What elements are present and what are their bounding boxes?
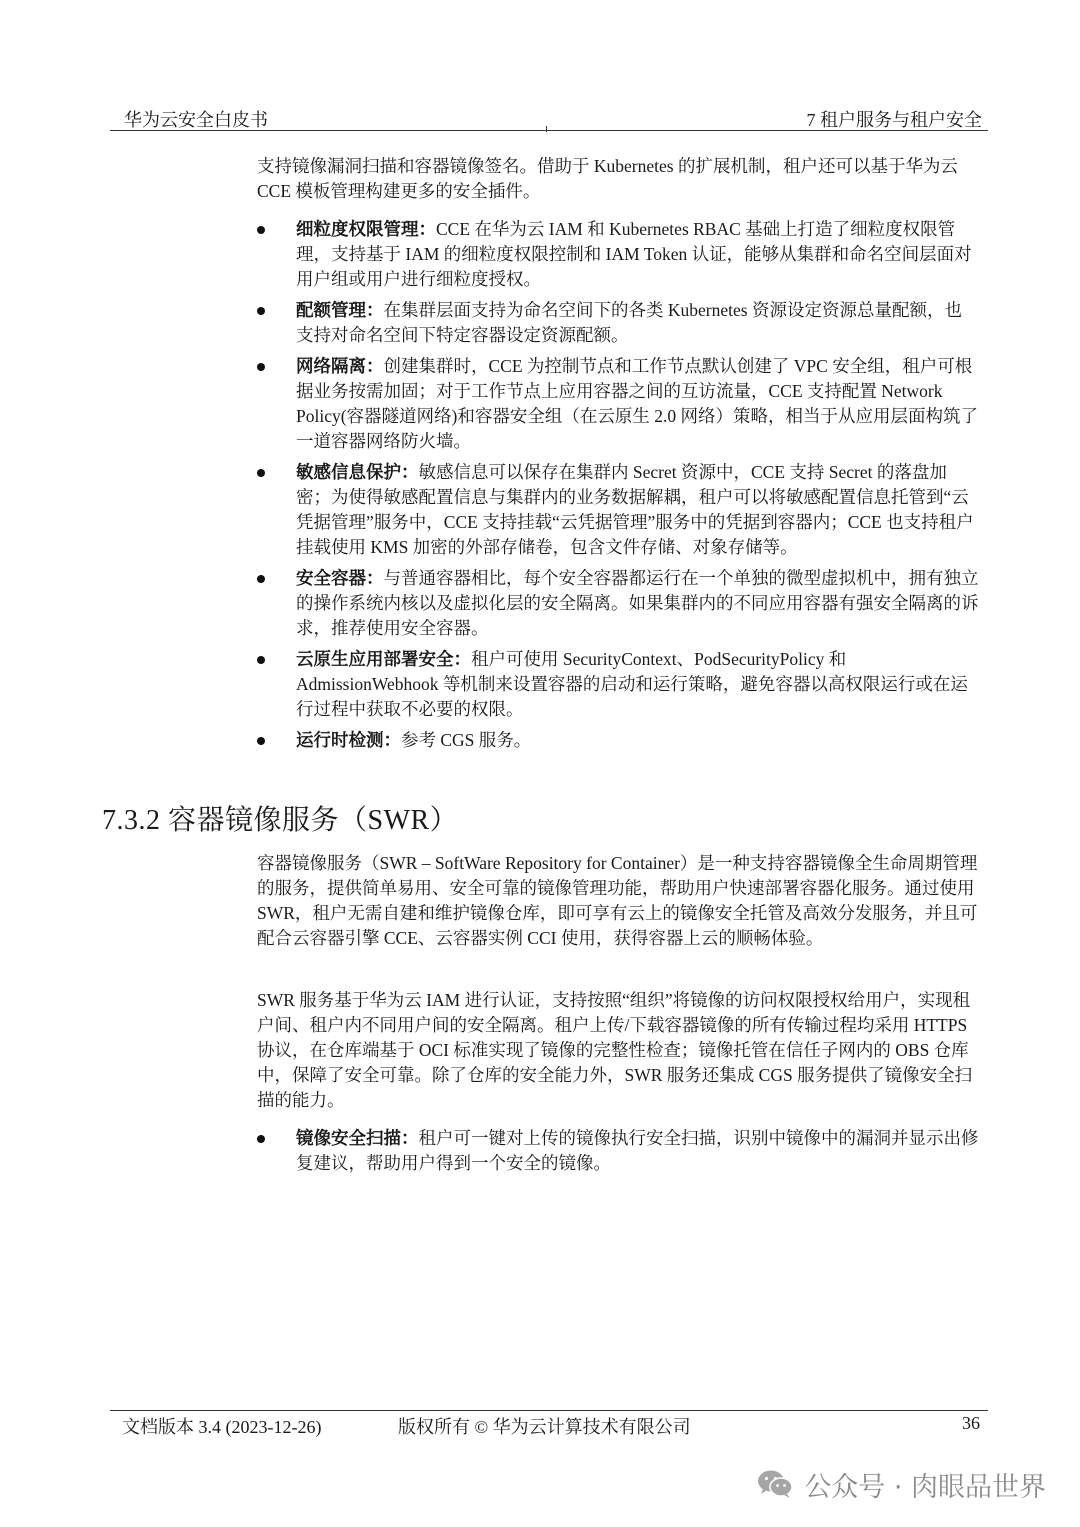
- bullet-term: 运行时检测：: [296, 730, 401, 750]
- bullet-icon: [257, 307, 265, 315]
- intro-block: [257, 154, 979, 204]
- footer-version: 文档版本 3.4 (2023-12-26): [122, 1417, 322, 1437]
- swr-paragraph-1: 容器镜像服务（SWR – SoftWare Repository for Container）是一种支持容器镜像全生命周期管理的服务，提供简单易用、安全可靠的镜像管理功能，帮助用户快速部署容器化服务。通过使用 SWR，租户无需自建和维护镜像仓库，即可享有云上的镜像安全托管及高效分发服务，并且可配合云容器引擎 CCE、云容器实例 CCI 使用，获得容器上云的顺畅体验。: [257, 853, 978, 948]
- bullet-text: CCE 在华为云 IAM 和 Kubernetes RBAC 基础上打造了细粒度权限管理，支持基于 IAM 的细粒度权限控制和 IAM Token 认证，能够从集群和命名空间层面对用户组或用户进行细粒度授权。: [296, 219, 972, 289]
- list-item: [257, 1126, 979, 1176]
- bullet-text: 在集群层面支持为命名空间下的各类 Kubernetes 资源设定资源总量配额，也支持对命名空间下特定容器设定资源配额。: [296, 300, 962, 345]
- list-item: [257, 217, 979, 292]
- watermark-text: 公众号 · 肉眼品世界: [804, 1471, 1046, 1503]
- wechat-icon: [756, 1468, 794, 1500]
- bullet-text: 租户可一键对上传的镜像执行安全扫描，识别中镜像中的漏洞并显示出修复建议，帮助用户得到一个安全的镜像。: [296, 1128, 979, 1173]
- list-item: [257, 647, 979, 722]
- bullet-term: 细粒度权限管理：: [296, 219, 436, 239]
- swr-feature-list-block: [257, 1126, 979, 1176]
- watermark: [756, 1466, 1046, 1502]
- bullet-term: 安全容器：: [296, 568, 384, 588]
- bullet-term: 镜像安全扫描：: [296, 1128, 419, 1148]
- header-doc-title: 华为云安全白皮书: [124, 110, 268, 130]
- bullet-term: 敏感信息保护：: [296, 462, 419, 482]
- bullet-text: 租户可使用 SecurityContext、PodSecurityPolicy 和 AdmissionWebhook 等机制来设置容器的启动和运行策略，避免容器以高权限运行或在运行过程中获取不必要的权限。: [296, 649, 968, 719]
- bullet-icon: [257, 575, 265, 583]
- bullet-text: 创建集群时，CCE 为控制节点和工作节点默认创建了 VPC 安全组，租户可根据业务按需加固；对于工作节点上应用容器之间的互访流量，CCE 支持配置 Network Policy(容器隧道网络)和容器安全组（在云原生 2.0 网络）策略，相当于从应用层面构筑了一道容器网络防火墙。: [296, 356, 979, 451]
- bullet-term: 网络隔离：: [296, 356, 384, 376]
- swr-paragraph-2-block: [257, 988, 979, 1113]
- list-item: [257, 566, 979, 641]
- bullet-icon: [257, 363, 265, 371]
- bullet-icon: [257, 737, 265, 745]
- bullet-text: 敏感信息可以保存在集群内 Secret 资源中，CCE 支持 Secret 的落盘加密；为使得敏感配置信息与集群内的业务数据解耦，租户可以将敏感配置信息托管到“云凭据管理”服务中，CCE 支持挂载“云凭据管理”服务中的凭据到容器内；CCE 也支持租户挂载使用 KMS 加密的外部存储卷，包含文件存储、对象存储等。: [296, 462, 974, 557]
- swr-paragraph-1-block: [257, 851, 979, 951]
- cce-feature-list-block: [257, 217, 979, 753]
- list-item: [257, 354, 979, 454]
- page-header: [110, 104, 988, 131]
- list-item: [257, 298, 979, 348]
- footer-page-number: 36: [962, 1413, 980, 1433]
- bullet-icon: [257, 226, 265, 234]
- cce-feature-list: [257, 217, 979, 753]
- header-divider-tick: [546, 126, 547, 132]
- footer-copyright: 版权所有 © 华为云计算技术有限公司: [398, 1417, 691, 1437]
- bullet-icon: [257, 656, 265, 664]
- section-heading: 7.3.2 容器镜像服务（SWR）: [102, 805, 459, 836]
- list-item: [257, 460, 979, 560]
- intro-paragraph: 支持镜像漏洞扫描和容器镜像签名。借助于 Kubernetes 的扩展机制，租户还可以基于华为云 CCE 模板管理构建更多的安全插件。: [257, 156, 958, 201]
- list-item: [257, 728, 979, 753]
- bullet-icon: [257, 469, 265, 477]
- bullet-text: 与普通容器相比，每个安全容器都运行在一个单独的微型虚拟机中，拥有独立的操作系统内核以及虚拟化层的安全隔离。如果集群内的不同应用容器有强安全隔离的诉求，推荐使用安全容器。: [296, 568, 979, 638]
- swr-feature-list: [257, 1126, 979, 1176]
- bullet-icon: [257, 1135, 265, 1143]
- bullet-term: 云原生应用部署安全：: [296, 649, 471, 669]
- swr-paragraph-2: SWR 服务基于华为云 IAM 进行认证，支持按照“组织”将镜像的访问权限授权给用户，实现租户间、租户内不同用户间的安全隔离。租户上传/下载容器镜像的所有传输过程均采用 HTTPS 协议，在仓库端基于 OCI 标准实现了镜像的完整性检查；镜像托管在信任子网内的 OBS 仓库中，保障了安全可靠。除了仓库的安全能力外，SWR 服务还集成 CGS 服务提供了镜像安全扫描的能力。: [257, 990, 973, 1110]
- bullet-term: 配额管理：: [296, 300, 384, 320]
- page-footer: [110, 1410, 988, 1439]
- header-chapter-title: 7 租户服务与租户安全: [806, 110, 982, 130]
- bullet-text: 参考 CGS 服务。: [401, 730, 532, 750]
